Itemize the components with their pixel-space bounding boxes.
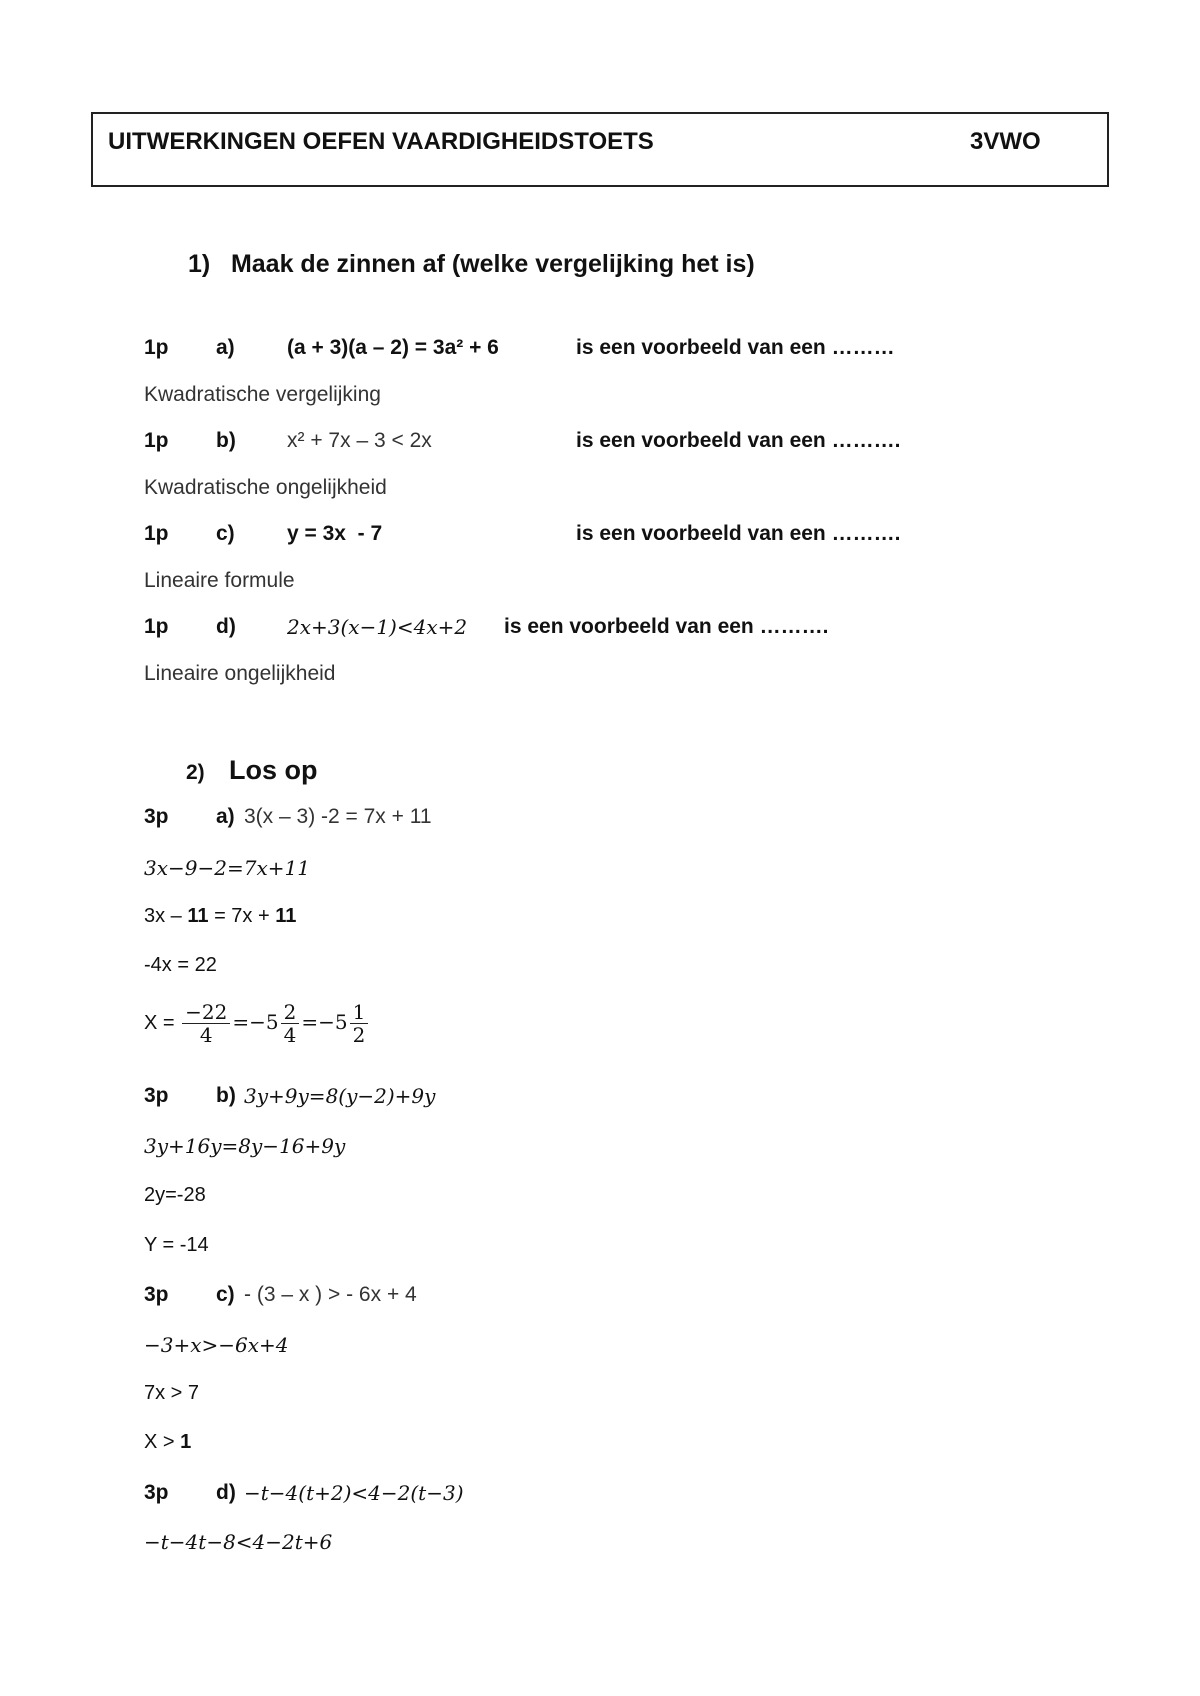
expression: 2x+3(x−1)<4x+2 — [287, 615, 468, 639]
question-label: c) — [216, 522, 235, 545]
answer-prefix: X = — [144, 1011, 181, 1034]
denominator: 2 — [352, 1023, 366, 1047]
answer-1b: Kwadratische ongelijkheid — [144, 476, 387, 499]
step: −t−4t−8<4−2t+6 — [144, 1530, 333, 1554]
denominator: 4 — [199, 1023, 213, 1047]
denominator: 4 — [283, 1023, 297, 1047]
question-label: b) — [216, 1084, 236, 1107]
expression: (a + 3)(a – 2) = 3a² + 6 — [287, 336, 499, 359]
step: −3+x>−6x+4 — [144, 1333, 289, 1357]
step: 3y+16y=8y−16+9y — [144, 1134, 346, 1158]
expression: −t−4(t+2)<4−2(t−3) — [244, 1481, 464, 1505]
sentence-tail: is een voorbeeld van een ………. — [576, 429, 901, 452]
section1-number: 1) — [188, 250, 211, 278]
answer-1c: Lineaire formule — [144, 569, 295, 592]
sentence-tail: is een voorbeeld van een ……… — [576, 336, 895, 359]
sentence-tail: is een voorbeeld van een ………. — [576, 522, 901, 545]
step-part-bold: 11 — [187, 905, 209, 927]
sentence-tail: is een voorbeeld van een ………. — [504, 615, 829, 638]
document-title: UITWERKINGEN OEFEN VAARDIGHEIDSTOETS — [108, 128, 654, 155]
fraction — [281, 1001, 300, 1046]
expression: x² + 7x – 3 < 2x — [287, 429, 432, 452]
points: 1p — [144, 429, 169, 452]
question-label: b) — [216, 429, 236, 452]
question-label: c) — [216, 1283, 235, 1306]
points: 3p — [144, 1481, 169, 1504]
step-part-bold: 1 — [180, 1431, 192, 1453]
points: 3p — [144, 805, 169, 828]
step: 3x−9−2=7x+11 — [144, 856, 310, 880]
question-label: d) — [216, 1481, 236, 1504]
question-label: d) — [216, 615, 236, 638]
answer-1a: Kwadratische vergelijking — [144, 383, 381, 406]
numerator: 2 — [281, 1001, 300, 1024]
expression: y = 3x - 7 — [287, 522, 383, 545]
step: 7x > 7 — [144, 1382, 200, 1404]
expression: 3(x – 3) -2 = 7x + 11 — [244, 805, 432, 828]
equals-part: =−5 — [301, 1009, 348, 1034]
points: 1p — [144, 615, 169, 638]
step-part: = 7x + — [208, 905, 276, 927]
header-box — [91, 112, 1109, 187]
section2-title: Los op — [228, 755, 318, 785]
section2-number: 2) — [186, 761, 205, 784]
step: 2y=-28 — [144, 1184, 206, 1206]
expression: - (3 – x ) > - 6x + 4 — [244, 1283, 417, 1306]
expression: 3y+9y=8(y−2)+9y — [244, 1084, 436, 1108]
points: 1p — [144, 336, 169, 359]
points: 3p — [144, 1283, 169, 1306]
step: -4x = 22 — [144, 954, 217, 976]
points: 1p — [144, 522, 169, 545]
points: 3p — [144, 1084, 169, 1107]
class-label: 3VWO — [970, 128, 1041, 155]
final-answer-2a — [144, 1001, 370, 1046]
step-part: X > — [144, 1431, 181, 1453]
section1-heading — [188, 250, 755, 279]
fraction — [182, 1001, 230, 1046]
numerator: −22 — [182, 1001, 230, 1024]
question-label: a) — [216, 805, 235, 828]
question-label: a) — [216, 336, 235, 359]
fraction — [350, 1001, 369, 1046]
numerator: 1 — [350, 1001, 369, 1024]
step-part-bold: 11 — [275, 905, 297, 927]
step — [144, 1431, 191, 1454]
step — [144, 905, 296, 928]
equals-part: =−5 — [232, 1009, 279, 1034]
step: Y = -14 — [144, 1234, 209, 1256]
section1-title: Maak de zinnen af (welke vergelijking het is) — [230, 250, 755, 278]
answer-1d: Lineaire ongelijkheid — [144, 662, 336, 685]
step-part: 3x – — [144, 905, 188, 927]
section2-heading — [186, 755, 317, 786]
